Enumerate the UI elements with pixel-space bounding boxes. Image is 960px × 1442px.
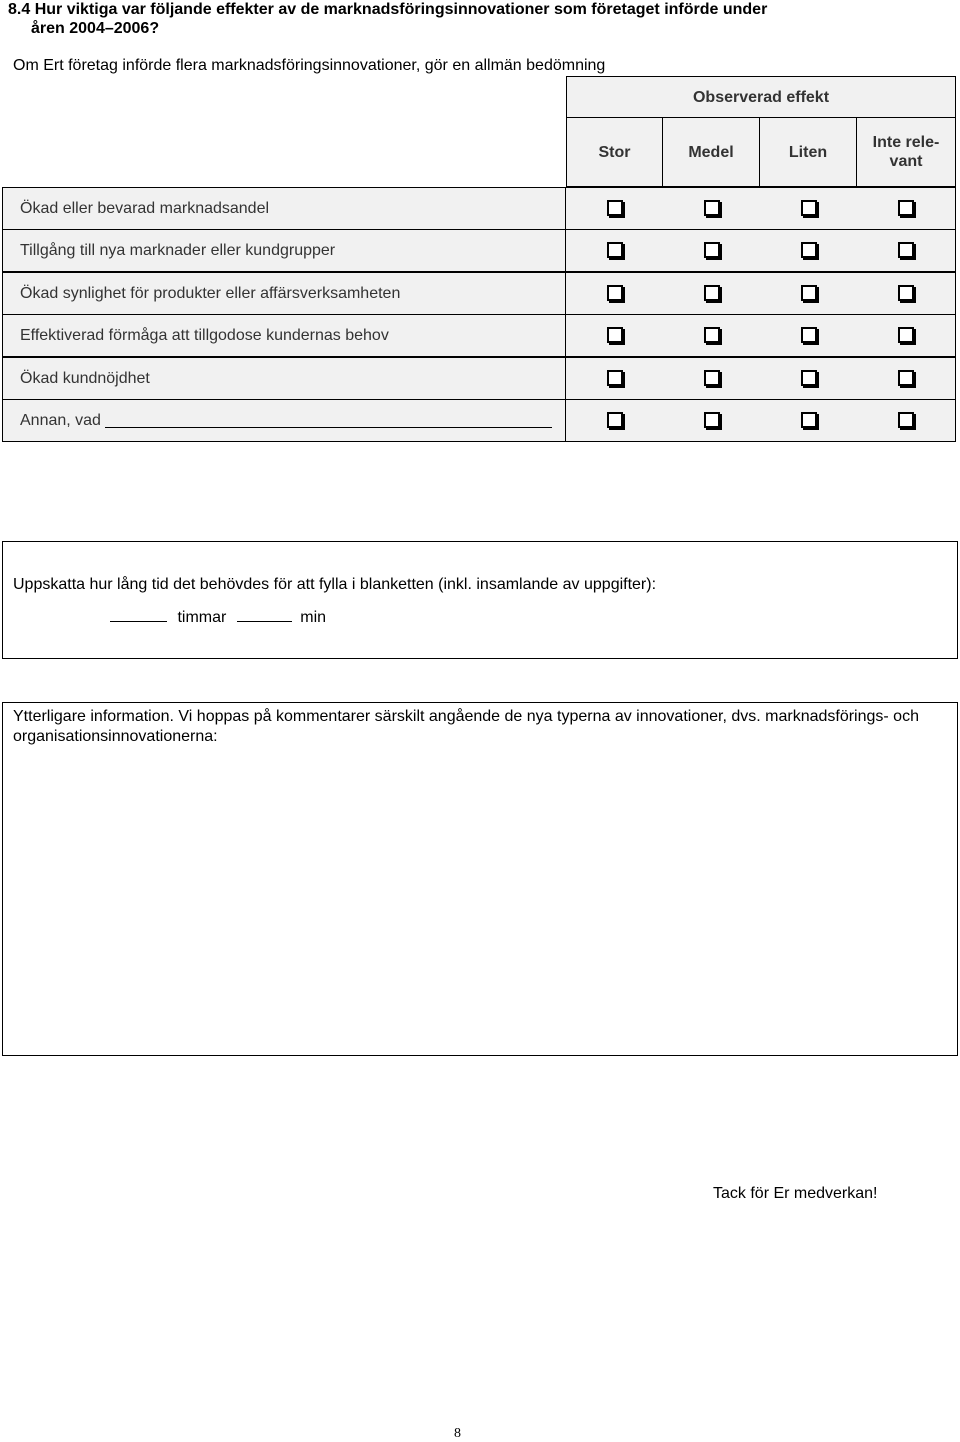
- column-header-stor: Stor: [566, 117, 663, 187]
- checkbox-medel[interactable]: [704, 327, 720, 343]
- checkbox-liten[interactable]: [801, 200, 817, 216]
- table-row: [565, 314, 956, 357]
- minutes-label: min: [300, 609, 327, 626]
- checkbox-stor[interactable]: [607, 412, 623, 428]
- checkbox-liten[interactable]: [801, 285, 817, 301]
- time-estimate-prompt: Uppskatta hur lång tid det behövdes för att fylla i blanketten (inkl. insamlande av uppgifter):: [13, 576, 657, 593]
- page-number: 8: [454, 1426, 461, 1441]
- table-row: [565, 272, 956, 315]
- question-title-line-2: åren 2004–2006?: [31, 20, 160, 37]
- checkbox-medel[interactable]: [704, 285, 720, 301]
- checkbox-medel[interactable]: [704, 242, 720, 258]
- row-label: Ökad kundnöjdhet: [2, 357, 566, 400]
- column-header-liten: Liten: [759, 117, 857, 187]
- row-label: Annan, vad: [20, 411, 101, 429]
- column-header-medel: Medel: [662, 117, 760, 187]
- row-label: Ökad synlighet för produkter eller affärsverksamheten: [2, 272, 566, 315]
- hours-label: timmar: [177, 609, 227, 626]
- checkbox-medel[interactable]: [704, 412, 720, 428]
- column-header-inte-relevant: Inte rele- vant: [856, 117, 956, 187]
- checkbox-stor[interactable]: [607, 285, 623, 301]
- table-group-header: Observerad effekt: [566, 76, 956, 118]
- checkbox-liten[interactable]: [801, 242, 817, 258]
- row-label: Ökad eller bevarad marknadsandel: [2, 187, 566, 230]
- table-row: [565, 357, 956, 400]
- checkbox-inte-relevant[interactable]: [898, 412, 914, 428]
- additional-info-text: Ytterligare information. Vi hoppas på kommentarer särskilt angående de nya typerna av innovationer, dvs. marknadsförings- och organisationsinnovationerna:: [13, 708, 919, 745]
- time-estimate-box: [2, 541, 958, 659]
- checkbox-medel[interactable]: [704, 370, 720, 386]
- checkbox-stor[interactable]: [607, 200, 623, 216]
- checkbox-inte-relevant[interactable]: [898, 370, 914, 386]
- checkbox-stor[interactable]: [607, 370, 623, 386]
- checkbox-liten[interactable]: [801, 370, 817, 386]
- question-instruction: Om Ert företag införde flera marknadsföringsinnovationer, gör en allmän bedömning: [13, 57, 606, 74]
- table-row: [565, 399, 956, 442]
- closing-text: Tack för Er medverkan!: [713, 1185, 878, 1202]
- row-label: Effektiverad förmåga att tillgodose kundernas behov: [2, 314, 566, 357]
- checkbox-inte-relevant[interactable]: [898, 327, 914, 343]
- checkbox-stor[interactable]: [607, 242, 623, 258]
- row-label: Tillgång till nya marknader eller kundgrupper: [2, 229, 566, 272]
- checkbox-stor[interactable]: [607, 327, 623, 343]
- checkbox-inte-relevant[interactable]: [898, 200, 914, 216]
- checkbox-inte-relevant[interactable]: [898, 242, 914, 258]
- other-specify-field[interactable]: [105, 413, 552, 428]
- row-label-other: [2, 399, 566, 442]
- checkbox-inte-relevant[interactable]: [898, 285, 914, 301]
- time-estimate-fields: [110, 607, 326, 627]
- checkbox-liten[interactable]: [801, 412, 817, 428]
- question-title-line-1: 8.4 Hur viktiga var följande effekter av de marknadsföringsinnovationer som företaget införde under: [8, 1, 768, 18]
- minutes-field[interactable]: [237, 607, 292, 622]
- table-row: [565, 229, 956, 272]
- question-title: [8, 0, 767, 38]
- checkbox-medel[interactable]: [704, 200, 720, 216]
- additional-info-box[interactable]: [2, 702, 958, 1056]
- hours-field[interactable]: [110, 607, 167, 622]
- table-row: [565, 187, 956, 230]
- checkbox-liten[interactable]: [801, 327, 817, 343]
